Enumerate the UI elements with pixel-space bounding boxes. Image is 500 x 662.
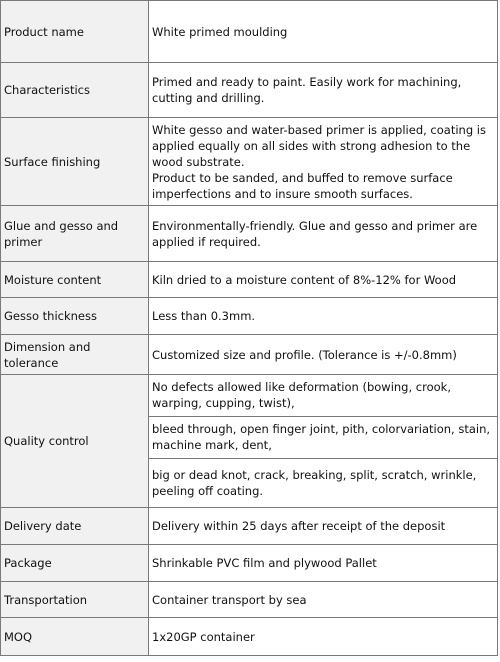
row-label: Moisture content bbox=[1, 262, 149, 298]
table-row bbox=[1, 335, 498, 375]
row-label: Package bbox=[1, 545, 149, 582]
row-value bbox=[149, 459, 498, 508]
row-value-text: Kiln dried to a moisture content of 8%-12% for Wood bbox=[152, 272, 457, 287]
table-row bbox=[1, 298, 498, 335]
row-label: Transportation bbox=[1, 582, 149, 618]
table-row bbox=[1, 206, 498, 262]
row-value-text: Product to be sanded, and buffed to remove surface imperfections and to insure smooth surfaces. bbox=[152, 170, 453, 201]
row-value bbox=[149, 545, 498, 582]
row-value bbox=[149, 63, 498, 118]
row-label: Glue and gesso and primer bbox=[1, 206, 149, 262]
row-value-text: Shrinkable PVC film and plywood Pallet bbox=[152, 556, 377, 570]
row-label: Surface finishing bbox=[1, 118, 149, 206]
row-value bbox=[149, 335, 498, 375]
row-value bbox=[149, 298, 498, 335]
table-row bbox=[1, 262, 498, 298]
row-value-text: Container transport by sea bbox=[152, 592, 307, 607]
table-row bbox=[1, 582, 498, 618]
row-label: Characteristics bbox=[1, 63, 149, 118]
row-value-text: White gesso and water-based primer is applied, coating is applied equally on all sides with strong adhesion to the wood substrate. bbox=[152, 122, 486, 169]
row-value bbox=[149, 582, 498, 618]
table-row bbox=[1, 118, 498, 206]
row-value-text: No defects allowed like deformation (bowing, crook, warping, cupping, twist), bbox=[152, 380, 451, 410]
row-value-text: big or dead knot, crack, breaking, split, scratch, wrinkle, peeling off coating. bbox=[152, 468, 477, 498]
row-value-text: 1x20GP container bbox=[152, 629, 255, 644]
table-row bbox=[1, 375, 498, 417]
row-value-text: Customized size and profile. (Tolerance is +/-0.8mm) bbox=[152, 347, 457, 362]
table-row bbox=[1, 508, 498, 545]
row-value-text: bleed through, open finger joint, pith, colorvariation, stain, machine mark, dent, bbox=[152, 422, 491, 452]
table-row bbox=[1, 545, 498, 582]
row-label: Dimension and tolerance bbox=[1, 335, 149, 375]
row-value bbox=[149, 118, 498, 206]
row-value bbox=[149, 206, 498, 262]
table-row bbox=[1, 63, 498, 118]
row-label: Delivery date bbox=[1, 508, 149, 545]
row-value-text: White primed moulding bbox=[152, 24, 288, 39]
table-row bbox=[1, 618, 498, 656]
row-value bbox=[149, 375, 498, 417]
row-value-text: Environmentally-friendly. Glue and gesso and primer are applied if required. bbox=[152, 218, 478, 249]
row-label: Product name bbox=[1, 1, 149, 63]
table-row bbox=[1, 1, 498, 63]
row-label: Quality control bbox=[1, 375, 149, 508]
row-value bbox=[149, 508, 498, 545]
row-label: MOQ bbox=[1, 618, 149, 656]
row-value bbox=[149, 417, 498, 459]
row-value bbox=[149, 1, 498, 63]
row-label: Gesso thickness bbox=[1, 298, 149, 335]
row-value bbox=[149, 262, 498, 298]
row-value bbox=[149, 618, 498, 656]
row-value-text: Less than 0.3mm. bbox=[152, 309, 256, 323]
row-value-text: Delivery within 25 days after receipt of the deposit bbox=[152, 519, 446, 533]
row-value-text: Primed and ready to paint. Easily work for machining, cutting and drilling. bbox=[152, 75, 462, 105]
